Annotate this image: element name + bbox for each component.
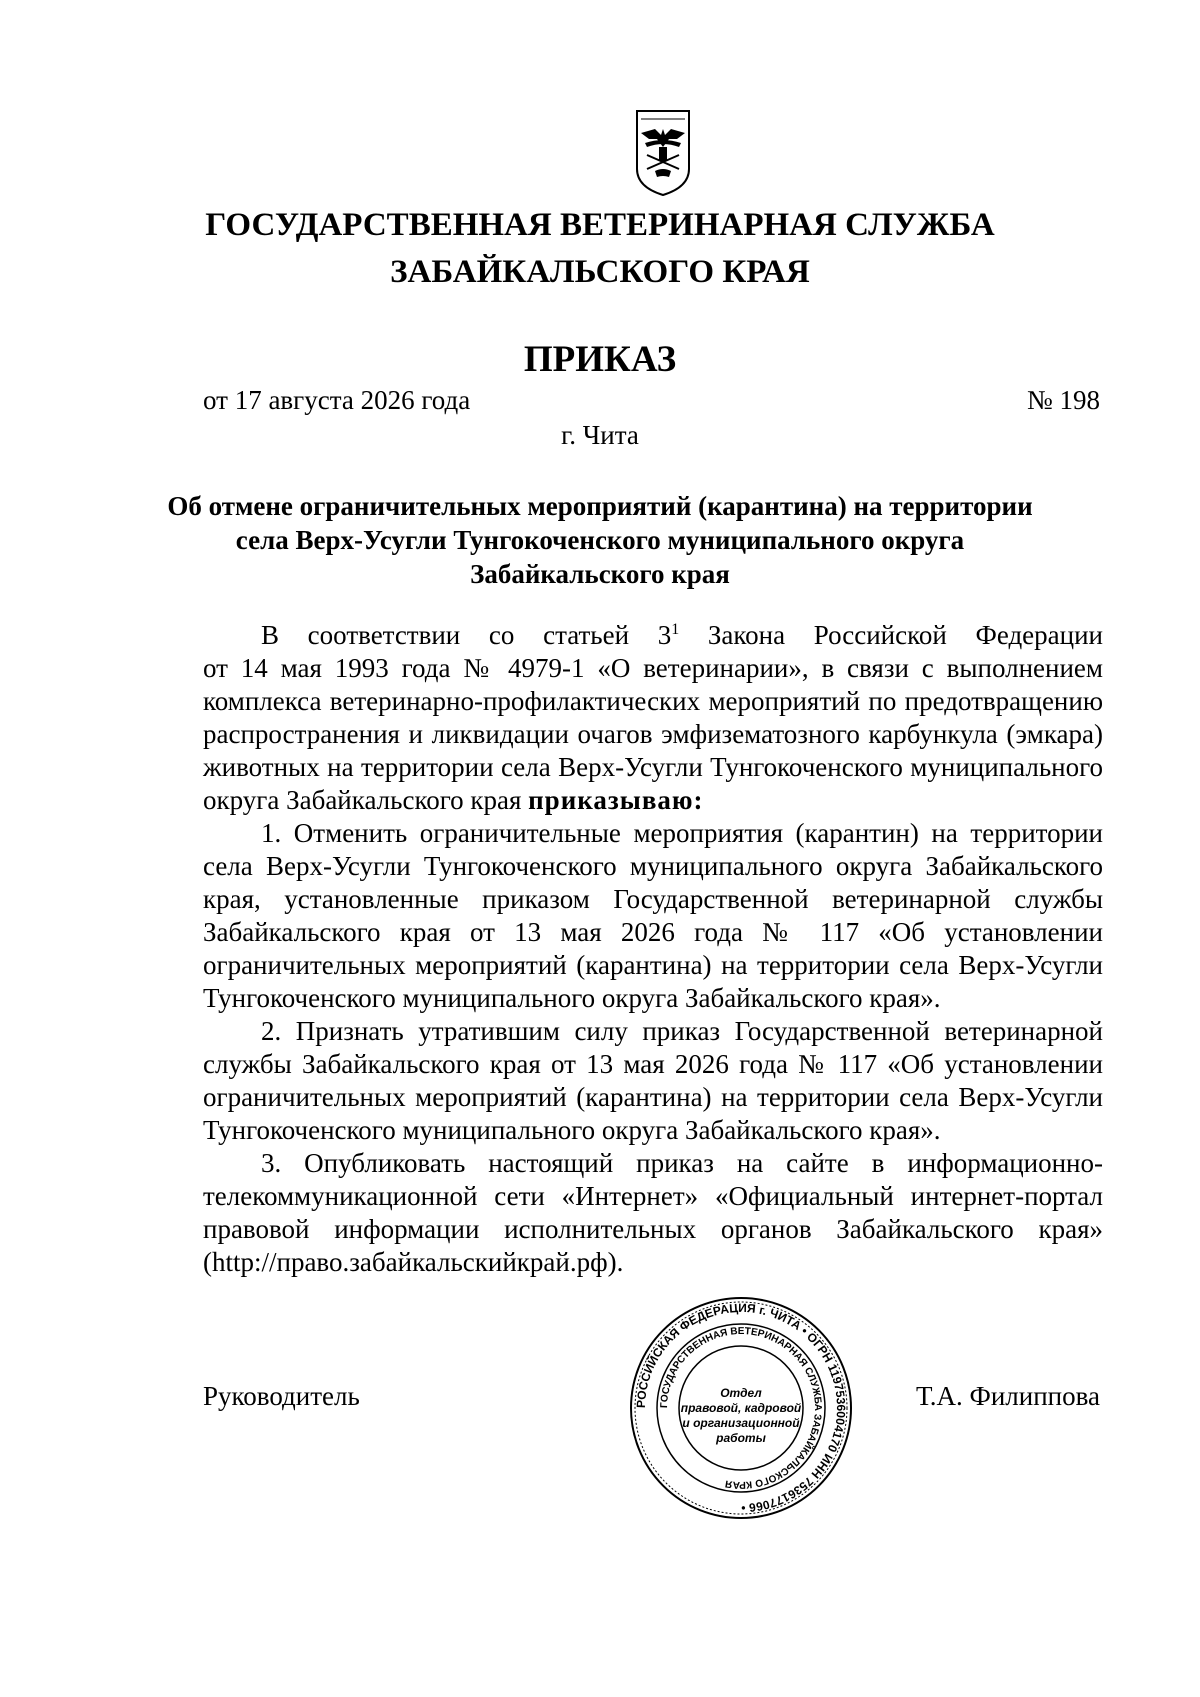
signatory-position: Руководитель	[203, 1381, 360, 1411]
item-2-line: службы Забайкальского края от 13 мая 2026 года № 117 «Об установлении	[203, 1049, 1103, 1079]
title-line: Об отмене ограничительных мероприятий (карантина) на территории	[167, 491, 1033, 521]
item-1-line: ограничительных мероприятий (карантина) на территории села Верх-Усугли	[203, 950, 1103, 980]
preamble-line	[203, 619, 1103, 652]
document-date: от 17 августа 2026 года	[203, 385, 471, 415]
item-1-line: края, установленные приказом Государственной ветеринарной службы	[203, 884, 1103, 914]
preamble-text: В соответствии со статьей 3	[261, 620, 672, 650]
document-type: ПРИКАЗ	[523, 339, 677, 380]
seal-center-line: и организационной	[682, 1416, 800, 1430]
preamble-text: округа Забайкальского края	[203, 785, 529, 815]
order-keyword: приказываю:	[528, 785, 704, 815]
item-2-line: ограничительных мероприятий (карантина) на территории села Верх-Усугли	[203, 1082, 1103, 1112]
preamble-line: от 14 мая 1993 года № 4979-1 «О ветеринарии», в связи с выполнением	[203, 653, 1103, 683]
seal-outer-text: РОССИЙСКАЯ ФЕДЕРАЦИЯ г. ЧИТА • ОГРН 1197536004170 ИНН 7536177066 •	[633, 1300, 849, 1516]
item-3-line: (http://право.забайкальскийкрай.рф).	[203, 1247, 624, 1277]
document-number: № 198	[1026, 385, 1100, 415]
item-3-line: телекоммуникационной сети «Интернет» «Официальный интернет-портал	[203, 1181, 1103, 1211]
official-seal	[627, 1294, 855, 1522]
item-1-line: Забайкальского края от 13 мая 2026 года № 117 «Об установлении	[203, 917, 1103, 947]
item-1-line: Тунгокоченского муниципального округа Забайкальского края».	[203, 983, 941, 1013]
item-1-line: 1. Отменить ограничительные мероприятия (карантин) на территории	[261, 818, 1103, 848]
title-line: села Верх-Усугли Тунгокоченского муниципального округа	[235, 525, 965, 555]
coat-of-arms-emblem	[633, 109, 693, 197]
seal-center-line: Отдел	[720, 1386, 762, 1400]
article-superscript: 1	[671, 621, 680, 638]
title-line: Забайкальского края	[470, 559, 730, 589]
document-city: г. Чита	[561, 420, 639, 450]
seal-inner-text: ГОСУДАРСТВЕННАЯ ВЕТЕРИНАРНАЯ СЛУЖБА ЗАБАЙКАЛЬСКОГО КРАЯ	[658, 1325, 824, 1491]
organization-name-line-2: ЗАБАЙКАЛЬСКОГО КРАЯ	[390, 254, 810, 290]
preamble-line: животных на территории села Верх-Усугли Тунгокоченского муниципального	[203, 752, 1103, 782]
item-1-line: села Верх-Усугли Тунгокоченского муниципального округа Забайкальского	[203, 851, 1103, 881]
item-2-line: Тунгокоченского муниципального округа Забайкальского края».	[203, 1115, 941, 1145]
seal-center-line: правовой, кадровой	[680, 1401, 802, 1415]
preamble-line: комплекса ветеринарно-профилактических мероприятий по предотвращению	[203, 686, 1103, 716]
preamble-line	[203, 784, 1103, 817]
signatory-name: Т.А. Филиппова	[915, 1381, 1100, 1411]
item-2-line: 2. Признать утратившим силу приказ Государственной ветеринарной	[261, 1016, 1103, 1046]
item-3-line: правовой информации исполнительных органов Забайкальского края»	[203, 1214, 1103, 1244]
seal-center-text	[665, 1386, 817, 1446]
document-title	[150, 489, 1050, 591]
document-body	[203, 619, 1103, 1279]
organization-name-line-1: ГОСУДАРСТВЕННАЯ ВЕТЕРИНАРНАЯ СЛУЖБА	[205, 207, 995, 243]
item-3-line: 3. Опубликовать настоящий приказ на сайте в информационно-	[261, 1148, 1103, 1178]
preamble-text: Закона Российской Федерации	[679, 620, 1103, 650]
preamble-line: распространения и ликвидации очагов эмфизематозного карбункула (эмкара)	[203, 719, 1103, 749]
seal-center-line: работы	[716, 1431, 766, 1445]
